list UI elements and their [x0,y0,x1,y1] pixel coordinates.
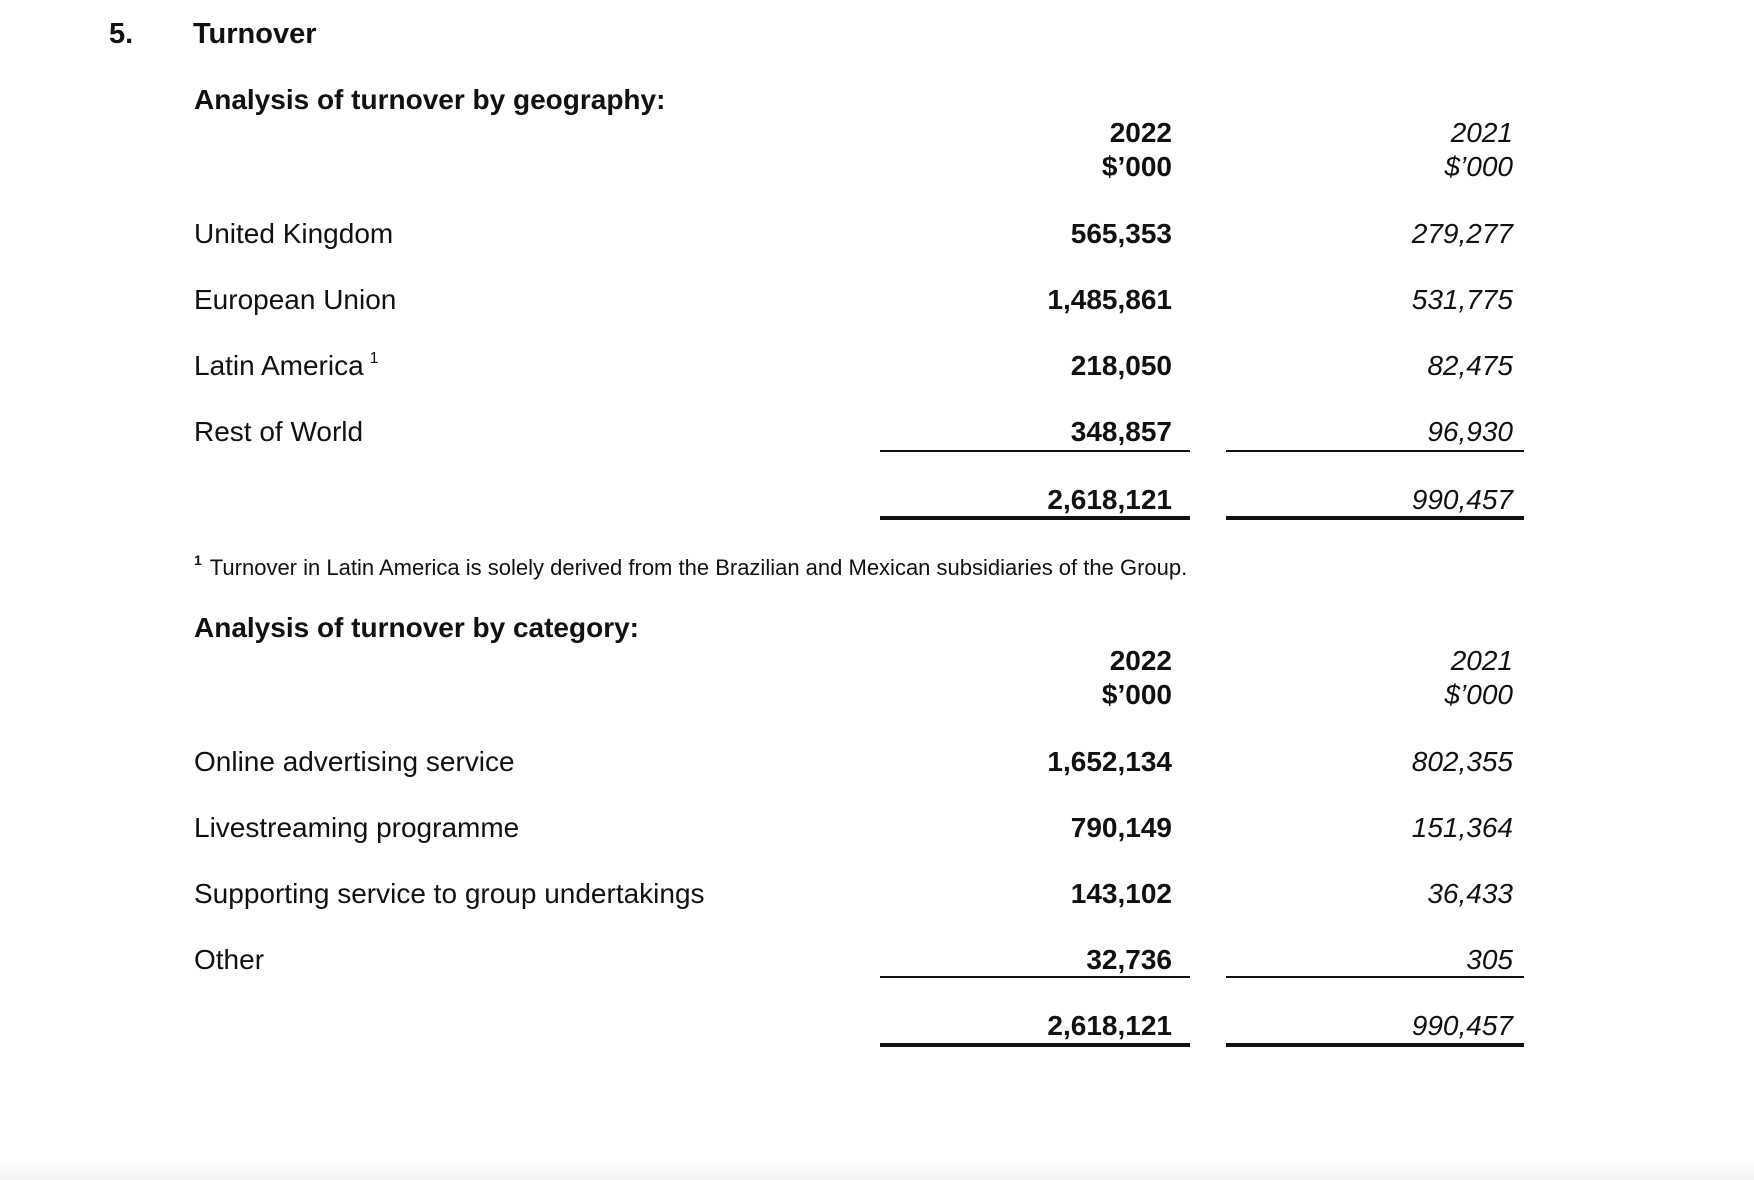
category-value-2021: 305 [1466,944,1513,975]
geography-value-2022: 348,857 [1070,416,1172,447]
category-col-2022-header [880,644,1172,712]
footnote-marker: 1 [194,552,202,568]
geography-col-2021-header [1230,116,1513,184]
footnote-text: Turnover in Latin America is solely derived from the Brazilian and Mexican subsidiaries of the Group. [209,555,1188,580]
category-row-label: Online advertising service [194,746,515,777]
geography-value-2022: 1,485,861 [1047,284,1172,315]
subtotal-rule [1226,976,1524,978]
total-rule [1226,1043,1524,1047]
note-number: 5. [109,18,134,50]
geography-footnote [194,552,1187,581]
geography-value-2021: 531,775 [1411,284,1513,315]
total-rule [1226,516,1524,520]
category-value-2022: 143,102 [1070,878,1172,909]
category-value-2022: 790,149 [1070,812,1172,843]
geography-value-2022: 565,353 [1070,218,1172,249]
category-total-2021: 990,457 [1411,1010,1513,1041]
geography-row-label: European Union [194,284,397,315]
subtotal-rule [880,976,1190,978]
subtotal-rule [880,450,1190,452]
geography-total-2021: 990,457 [1411,484,1513,515]
geography-heading: Analysis of turnover by geography: [194,84,666,115]
col-unit: $’000 [1101,151,1172,182]
geography-row-label: Rest of World [194,416,364,447]
category-value-2022: 32,736 [1086,944,1172,975]
geography-row-label [194,350,379,382]
col-year: 2021 [1450,117,1513,148]
category-total-2022: 2,618,121 [1047,1010,1172,1041]
col-unit: $’000 [1444,151,1513,182]
category-row-label: Supporting service to group undertakings [194,878,705,909]
col-year: 2021 [1450,645,1513,676]
total-rule [880,1043,1190,1047]
category-value-2022: 1,652,134 [1047,746,1172,777]
geography-value-2022: 218,050 [1070,350,1172,381]
row-label-text: Latin America [194,350,364,381]
col-year: 2022 [1109,645,1172,676]
subtotal-rule [1226,450,1524,452]
category-value-2021: 151,364 [1411,812,1513,843]
geography-total-2022: 2,618,121 [1047,484,1172,515]
category-value-2021: 36,433 [1427,878,1513,909]
geography-col-2022-header [880,116,1172,184]
category-col-2021-header [1230,644,1513,712]
col-year: 2022 [1109,117,1172,148]
col-unit: $’000 [1444,679,1513,710]
category-row-label: Other [194,944,265,975]
note-title: Turnover [193,18,317,50]
category-heading: Analysis of turnover by category: [194,612,640,643]
geography-value-2021: 96,930 [1427,416,1513,447]
category-value-2021: 802,355 [1411,746,1513,777]
geography-row-label: United Kingdom [194,218,394,249]
total-rule [880,516,1190,520]
footnote-marker: 1 [369,350,379,367]
geography-value-2021: 279,277 [1411,218,1513,249]
category-row-label: Livestreaming programme [194,812,520,843]
col-unit: $’000 [1101,679,1172,710]
geography-value-2021: 82,475 [1427,350,1513,381]
